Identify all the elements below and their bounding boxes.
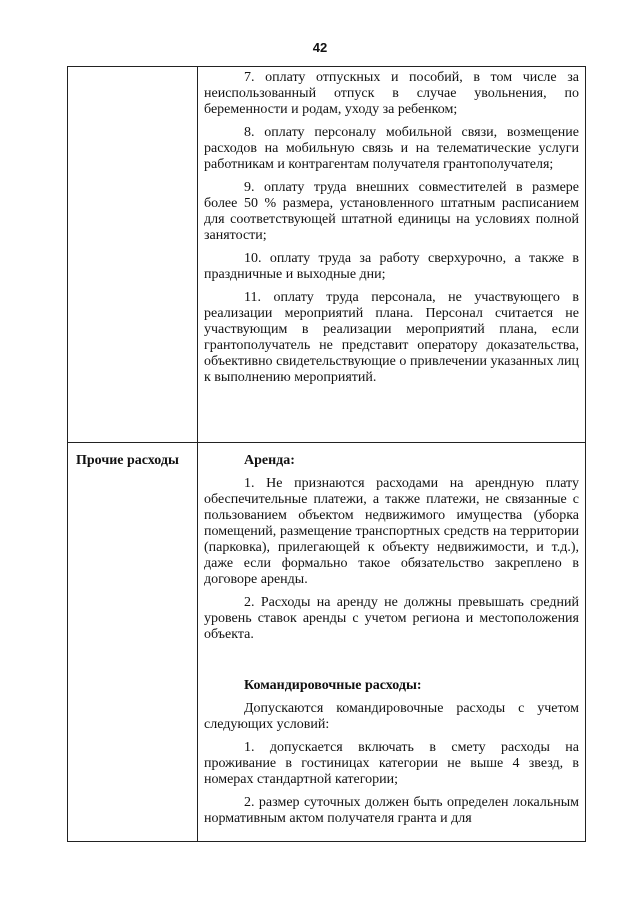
travel-item-2: 2. размер суточных должен быть определен локальным нормативным актом получателя гранта и для — [204, 795, 579, 826]
table-row-labor — [68, 67, 586, 443]
rent-heading: Аренда: — [244, 453, 295, 468]
travel-item-1: 1. допускается включать в смету расходы на проживание в гостиницах категории не выше 4 звезд, в номерах стандартной категории; — [204, 740, 579, 787]
expense-table — [67, 66, 586, 842]
labor-item-10: 10. оплату труда за работу сверхурочно, а также в праздничные и выходные дни; — [204, 251, 579, 282]
labor-item-9: 9. оплату труда внешних совместителей в размере более 50 % размера, установленного штатным расписанием для соответствующей штатной единицы на условиях полной занятости; — [204, 180, 579, 243]
labor-item-7: 7. оплату отпускных и пособий, в том числе за неиспользованный отпуск в случае увольнения, по беременности и родам, уходу за ребенком; — [204, 70, 579, 117]
rent-item-2: 2. Расходы на аренду не должны превышать средний уровень ставок аренды с учетом региона и местоположения объекта. — [204, 595, 579, 642]
rent-item-1: 1. Не признаются расходами на арендную плату обеспечительные платежи, а также платежи, не связанные с пользованием объектом недвижимого имущества (уборка помещений, размещение транспортных средств на территории (парковка), прилегающей к объекту недвижимости, и т.д.), даже если формально такое обязательство закреплено в договоре аренды. — [204, 476, 579, 587]
travel-heading: Командировочные расходы: — [244, 678, 422, 693]
other-expenses-label: Прочие расходы — [76, 453, 179, 468]
labor-item-8: 8. оплату персоналу мобильной связи, возмещение расходов на мобильную связь и на телематические услуги работникам и контрагентам получателя грантополучателя; — [204, 125, 579, 172]
travel-intro: Допускаются командировочные расходы с учетом следующих условий: — [204, 701, 579, 732]
labor-label-cell — [68, 67, 198, 443]
labor-content-cell — [198, 67, 586, 443]
other-label-cell — [68, 443, 198, 842]
page-number: 42 — [312, 40, 328, 55]
other-content-cell — [198, 443, 586, 842]
table-row-other — [68, 443, 586, 842]
labor-item-11: 11. оплату труда персонала, не участвующего в реализации мероприятий плана. Персонал считается не участвующим в реализации мероприятий плана, если грантополучатель не представит оператору доказательства, объективно свидетельствующие о привлечении указанных лиц к выполнению мероприятий. — [204, 290, 579, 385]
